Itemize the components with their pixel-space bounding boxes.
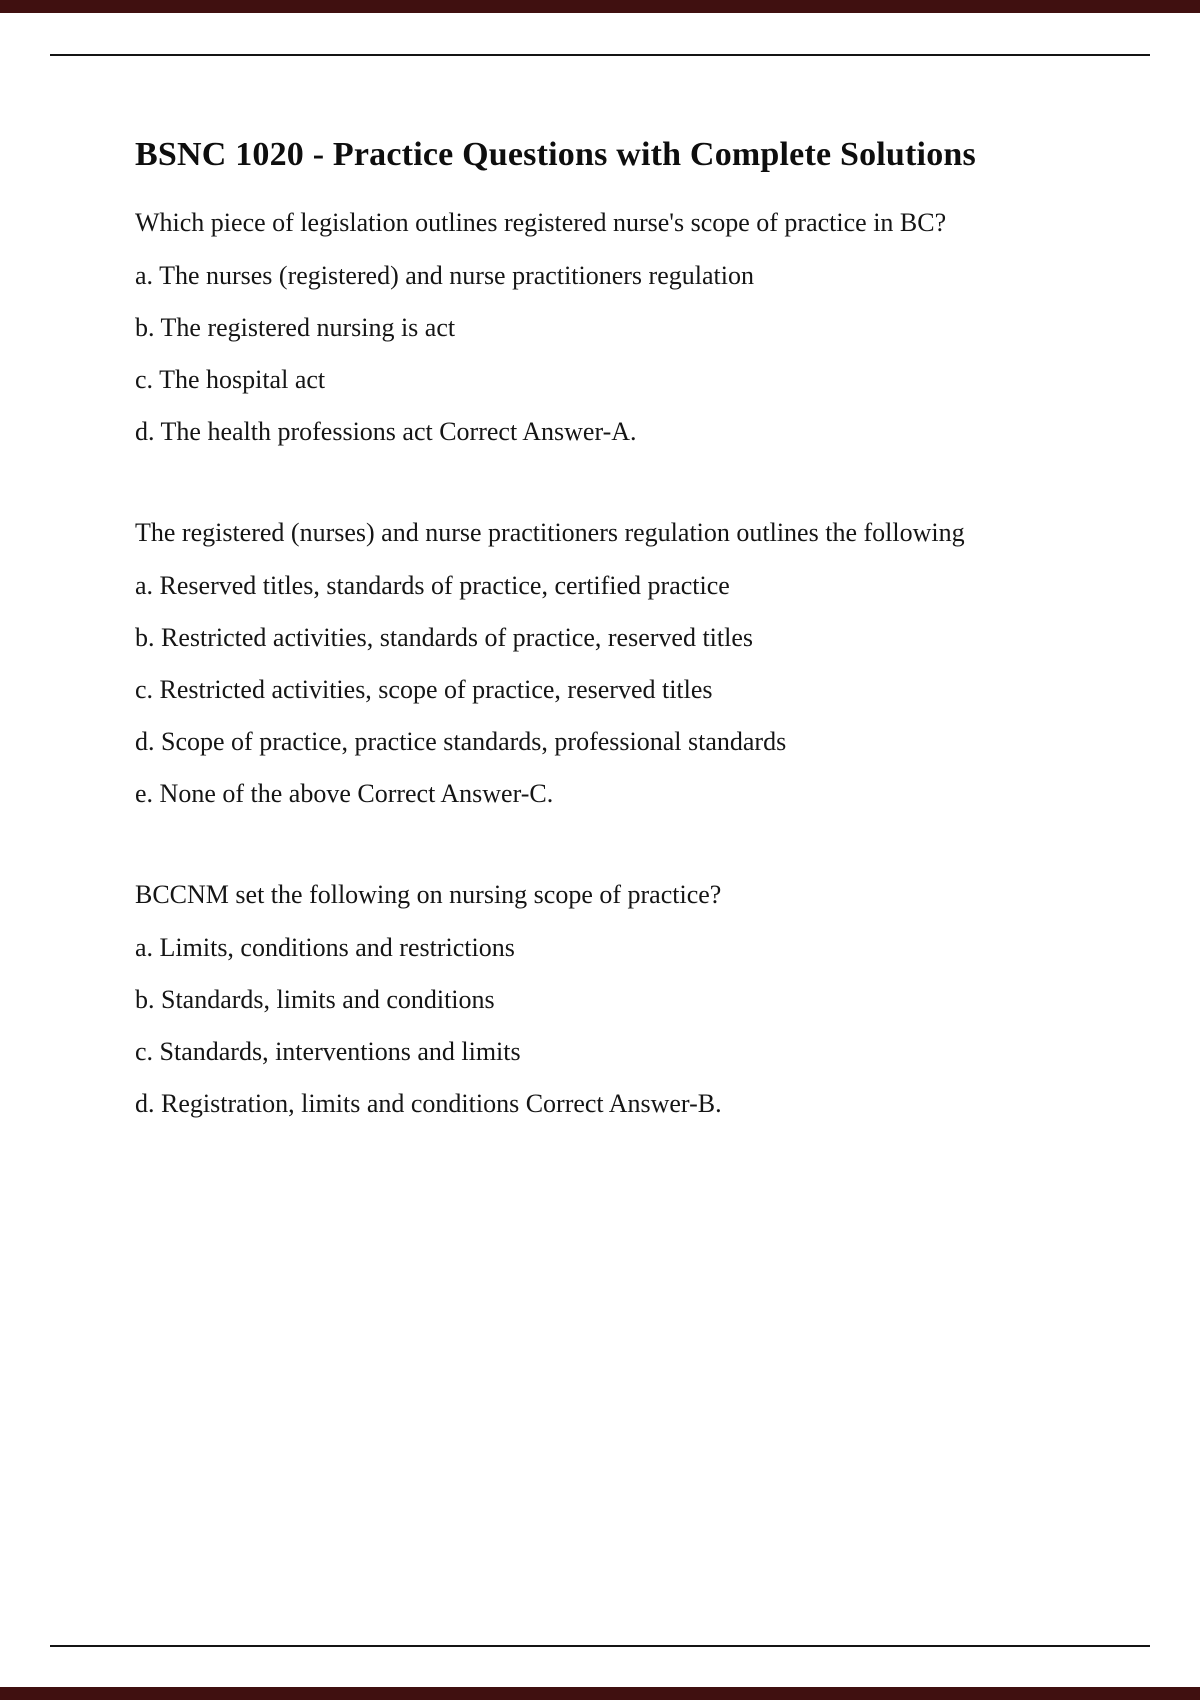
answer-option: b. Standards, limits and conditions [135,985,495,1014]
answer-option: a. Reserved titles, standards of practice, certified practice [135,571,730,600]
document-content [135,131,1015,1186]
answer-option: a. Limits, conditions and restrictions [135,933,515,962]
question-text: BCCNM set the following on nursing scope of practice? [135,880,722,909]
answer-option: d. The health professions act Correct Answer-A. [135,417,637,446]
question-block-2 [135,514,1015,812]
top-edge-bar [0,0,1200,13]
answer-option: c. The hospital act [135,365,326,394]
question-block-1 [135,204,1015,450]
question-text: The registered (nurses) and nurse practitioners regulation outlines the following [135,518,965,547]
answer-option: c. Restricted activities, scope of practice, reserved titles [135,675,713,704]
answer-option: b. The registered nursing is act [135,313,456,342]
question-text: Which piece of legislation outlines registered nurse's scope of practice in BC? [135,208,947,237]
answer-option: e. None of the above Correct Answer-C. [135,779,554,808]
page-title: BSNC 1020 - Practice Questions with Complete Solutions [135,136,976,173]
answer-option: b. Restricted activities, standards of practice, reserved titles [135,623,753,652]
bottom-horizontal-rule [50,1645,1150,1647]
top-horizontal-rule [50,54,1150,56]
answer-option: d. Scope of practice, practice standards, professional standards [135,727,787,756]
question-block-3 [135,876,1015,1122]
bottom-edge-bar [0,1687,1200,1700]
answer-option: d. Registration, limits and conditions Correct Answer-B. [135,1089,722,1118]
answer-option: c. Standards, interventions and limits [135,1037,521,1066]
answer-option: a. The nurses (registered) and nurse practitioners regulation [135,261,754,290]
